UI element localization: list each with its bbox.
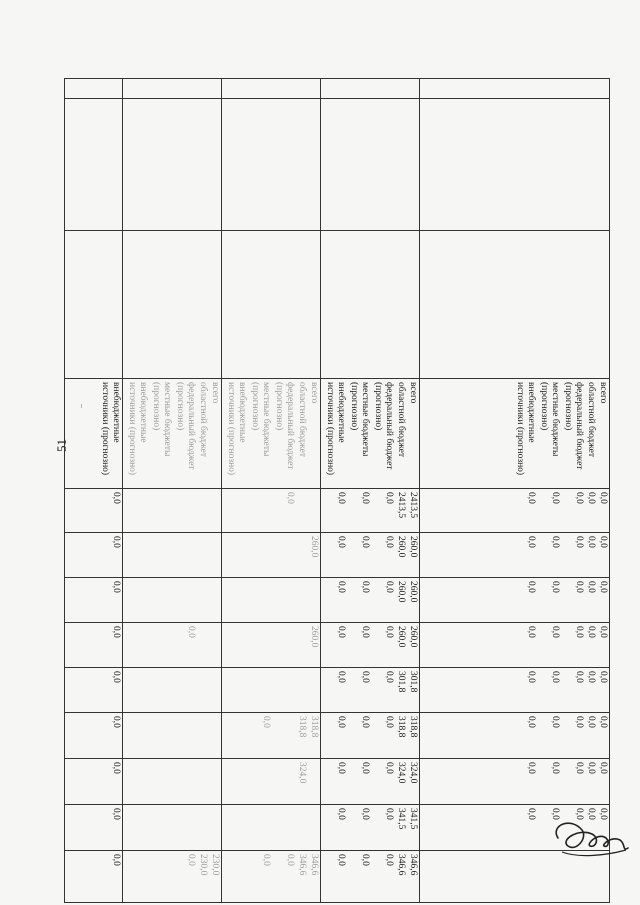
value [124,716,148,755]
value [295,626,307,664]
value-cell [420,578,610,623]
value: 324,0 [297,762,307,784]
value [196,626,208,664]
value: 346,6 [396,854,406,876]
value: 0,0 [384,762,394,774]
value: 0,0 [526,716,536,728]
row-number [123,79,222,99]
value: 318,8 [309,716,319,738]
value [124,626,148,664]
value: 0,0 [574,762,584,774]
value [223,716,247,755]
value-cell [420,623,610,668]
value: 346,6 [297,854,307,876]
value-cell [222,533,321,578]
value: 2413,5 [408,492,418,519]
value [172,762,196,801]
value: 260,0 [396,581,406,603]
source-label: всего [598,382,608,404]
value [247,492,271,529]
value [223,492,247,529]
value: 0,0 [598,492,608,504]
value: 0,0 [336,536,346,548]
value: 301,8 [396,671,406,693]
value-cell [222,623,321,668]
value [271,581,295,619]
value-cell [123,533,222,578]
value: 0,0 [550,716,560,728]
source-label: местные бюджеты (прогнозно) [249,382,271,457]
value: 0,0 [384,626,394,638]
table-row [65,79,123,903]
value [271,671,295,709]
value-cell [65,578,123,623]
value: 0,0 [384,854,394,866]
value-cell [420,668,610,713]
value: 0,0 [526,762,536,774]
value: 0,0 [526,581,536,593]
source-label: федеральный бюджет (прогнозно) [562,382,584,470]
value: 260,0 [408,536,418,558]
value: 230,0 [210,854,220,876]
value: 0,0 [384,581,394,593]
value: 0,0 [586,626,596,638]
value-cell [123,851,222,903]
value [223,854,247,899]
source-label: внебюджетные источники (прогнозно) [514,382,536,476]
value: 230,0 [198,854,208,876]
value: 0,0 [336,762,346,774]
value: 0,0 [598,581,608,593]
row-number [222,79,321,99]
value: 0,0 [336,626,346,638]
source-label: областной бюджет [396,382,406,458]
value [271,762,295,801]
row-executor [65,231,123,379]
value [172,536,196,574]
source-label: местные бюджеты (прогнозно) [538,382,560,457]
value [295,581,307,619]
value [223,808,247,847]
value [124,581,148,619]
source-label: всего [210,382,220,404]
value [208,762,220,801]
value: 0,0 [586,716,596,728]
value [172,671,196,709]
value [196,581,208,619]
value-cell [420,489,610,533]
value-cell [65,759,123,805]
value [223,536,247,574]
row-sources [123,379,222,489]
value [295,808,307,847]
value [307,492,319,529]
value [307,762,319,801]
value: 0,0 [598,716,608,728]
row-name [420,99,610,231]
table-row [222,79,321,903]
value: 0,0 [336,716,346,728]
margin-mark: – [76,404,85,408]
value [124,492,148,529]
value [247,762,271,801]
value [271,536,295,574]
value: 0,0 [586,762,596,774]
value-cell [222,759,321,805]
row-name [321,99,420,231]
source-label: внебюджетные источники (прогнозно) [99,382,121,476]
value: 0,0 [336,671,346,683]
value: 0,0 [360,808,370,820]
row-executor [222,231,321,379]
value [196,671,208,709]
value: 0,0 [574,492,584,504]
value: 318,8 [408,716,418,738]
value: 260,0 [396,626,406,648]
row-number [65,79,123,99]
value [208,808,220,847]
value: 0,0 [586,581,596,593]
value [148,536,172,574]
value [148,716,172,755]
value-cell [65,851,123,903]
value: 0,0 [360,492,370,504]
row-number [420,79,610,99]
value: 0,0 [586,671,596,683]
value-cell [123,713,222,759]
value: 0,0 [360,854,370,866]
value: 0,0 [111,492,121,504]
value [208,536,220,574]
value-cell [123,578,222,623]
value [148,854,172,899]
source-label: внебюджетные источники (прогнозно) [225,382,247,476]
value: 0,0 [261,716,271,728]
source-label: федеральный бюджет (прогнозно) [174,382,196,470]
value: 0,0 [550,762,560,774]
value-cell [123,623,222,668]
value [208,492,220,529]
value: 0,0 [111,762,121,774]
row-name [222,99,321,231]
row-executor [321,231,420,379]
value [223,671,247,709]
value [208,581,220,619]
value: 0,0 [574,808,584,820]
value [148,671,172,709]
value: 0,0 [360,762,370,774]
value: 0,0 [111,854,121,866]
row-sources [222,379,321,489]
row-executor [123,231,222,379]
signature-mark [548,808,634,864]
value: 301,8 [408,671,418,693]
value: 0,0 [586,808,596,820]
value: 0,0 [360,716,370,728]
table-row [420,79,610,903]
value-cell [123,489,222,533]
value: 0,0 [550,536,560,548]
value: 0,0 [261,854,271,866]
value-cell [321,578,420,623]
value: 0,0 [574,716,584,728]
source-label: федеральный бюджет (прогнозно) [273,382,295,470]
value-cell [123,805,222,851]
source-label: местные бюджеты (прогнозно) [150,382,172,457]
value: 0,0 [550,492,560,504]
value: 0,0 [526,626,536,638]
value-cell [222,851,321,903]
value: 0,0 [384,492,394,504]
page-number: 51 [54,439,69,452]
value-cell [420,713,610,759]
value: 0,0 [111,716,121,728]
row-number [321,79,420,99]
value [172,716,196,755]
value: 0,0 [550,808,560,820]
source-label: областной бюджет [586,382,596,458]
value: 0,0 [384,671,394,683]
value: 0,0 [360,671,370,683]
value [196,762,208,801]
value: 0,0 [384,716,394,728]
value-cell [222,489,321,533]
value: 0,0 [574,581,584,593]
value [172,492,196,529]
value: 0,0 [111,671,121,683]
value: 0,0 [598,626,608,638]
source-label: внебюджетные источники (прогнозно) [324,382,346,476]
value: 0,0 [550,671,560,683]
source-label: внебюджетные источники (прогнозно) [126,382,148,476]
value [247,581,271,619]
value-cell [420,759,610,805]
value: 318,8 [297,716,307,738]
value: 2413,5 [396,492,406,519]
value-cell [321,805,420,851]
value-cell [321,759,420,805]
value: 0,0 [598,808,608,820]
table-body [65,79,610,903]
value: 346,6 [408,854,418,876]
source-label: областной бюджет [297,382,307,458]
value: 0,0 [574,671,584,683]
value [172,581,196,619]
value [307,671,319,709]
value [307,581,319,619]
value-cell [321,623,420,668]
value [172,808,196,847]
source-label: местные бюджеты (прогнозно) [348,382,370,457]
value-cell [123,668,222,713]
value-cell [222,668,321,713]
value: 0,0 [186,626,196,638]
value [148,581,172,619]
value [295,671,307,709]
value: 0,0 [360,581,370,593]
value [247,536,271,574]
row-sources [65,379,123,489]
value-cell [321,851,420,903]
value-cell [65,805,123,851]
value [196,492,208,529]
value: 0,0 [526,808,536,820]
value [223,762,247,801]
value: 0,0 [574,536,584,548]
value: 324,0 [396,762,406,784]
row-name [65,99,123,231]
value-cell [65,713,123,759]
value [208,626,220,664]
value: 346,6 [309,854,319,876]
value-cell [65,668,123,713]
value [295,492,307,529]
value [124,671,148,709]
row-sources [321,379,420,489]
value: 0,0 [586,536,596,548]
value: 0,0 [526,492,536,504]
value: 0,0 [550,581,560,593]
value: 0,0 [360,626,370,638]
source-label: областной бюджет [198,382,208,458]
value [208,716,220,755]
value [223,626,247,664]
rotated-table-page [99,78,610,902]
value: 318,8 [396,716,406,738]
value: 0,0 [111,808,121,820]
value [307,808,319,847]
row-executor [420,231,610,379]
value: 0,0 [598,536,608,548]
value: 0,0 [111,536,121,548]
value: 324,0 [408,762,418,784]
value [247,671,271,709]
value [271,808,295,847]
value: 0,0 [336,581,346,593]
value: 260,0 [408,581,418,603]
value [247,808,271,847]
value: 260,0 [309,536,319,558]
value-cell [321,713,420,759]
value-cell [65,533,123,578]
value [124,762,148,801]
value-cell [65,489,123,533]
value: 0,0 [111,581,121,593]
budget-table [64,78,610,903]
value: 0,0 [186,854,196,866]
value: 0,0 [111,626,121,638]
value: 260,0 [396,536,406,558]
value: 0,0 [336,492,346,504]
value-cell [321,668,420,713]
source-label: федеральный бюджет (прогнозно) [372,382,394,470]
value: 260,0 [309,626,319,648]
value [124,808,148,847]
value [148,492,172,529]
value-cell [65,623,123,668]
source-label: всего [309,382,319,404]
value [295,536,307,574]
source-label: всего [408,382,418,404]
value: 0,0 [598,762,608,774]
value: 0,0 [598,671,608,683]
value [124,536,148,574]
value-cell [222,578,321,623]
value-cell [321,533,420,578]
value: 0,0 [336,808,346,820]
value [271,716,295,755]
value: 0,0 [285,854,295,866]
value [148,626,172,664]
row-sources [420,379,610,489]
value [247,626,271,664]
table-row [321,79,420,903]
value: 0,0 [360,536,370,548]
value: 0,0 [285,492,295,504]
table-row [123,79,222,903]
value-cell [321,489,420,533]
value: 0,0 [526,536,536,548]
value: 0,0 [550,626,560,638]
value-cell [420,533,610,578]
value-cell [222,713,321,759]
row-name [123,99,222,231]
value [196,536,208,574]
value: 0,0 [384,536,394,548]
value: 341,5 [396,808,406,830]
value [124,854,148,899]
value: 0,0 [336,854,346,866]
value [512,854,536,899]
value: 0,0 [384,808,394,820]
value: 0,0 [574,626,584,638]
value [196,808,208,847]
value-cell [222,805,321,851]
value: 0,0 [526,671,536,683]
value [196,716,208,755]
value: 341,5 [408,808,418,830]
value [148,808,172,847]
value-cell [123,759,222,805]
value [208,671,220,709]
value: 260,0 [408,626,418,648]
value [148,762,172,801]
value: 0,0 [586,492,596,504]
value [223,581,247,619]
value [271,626,295,664]
